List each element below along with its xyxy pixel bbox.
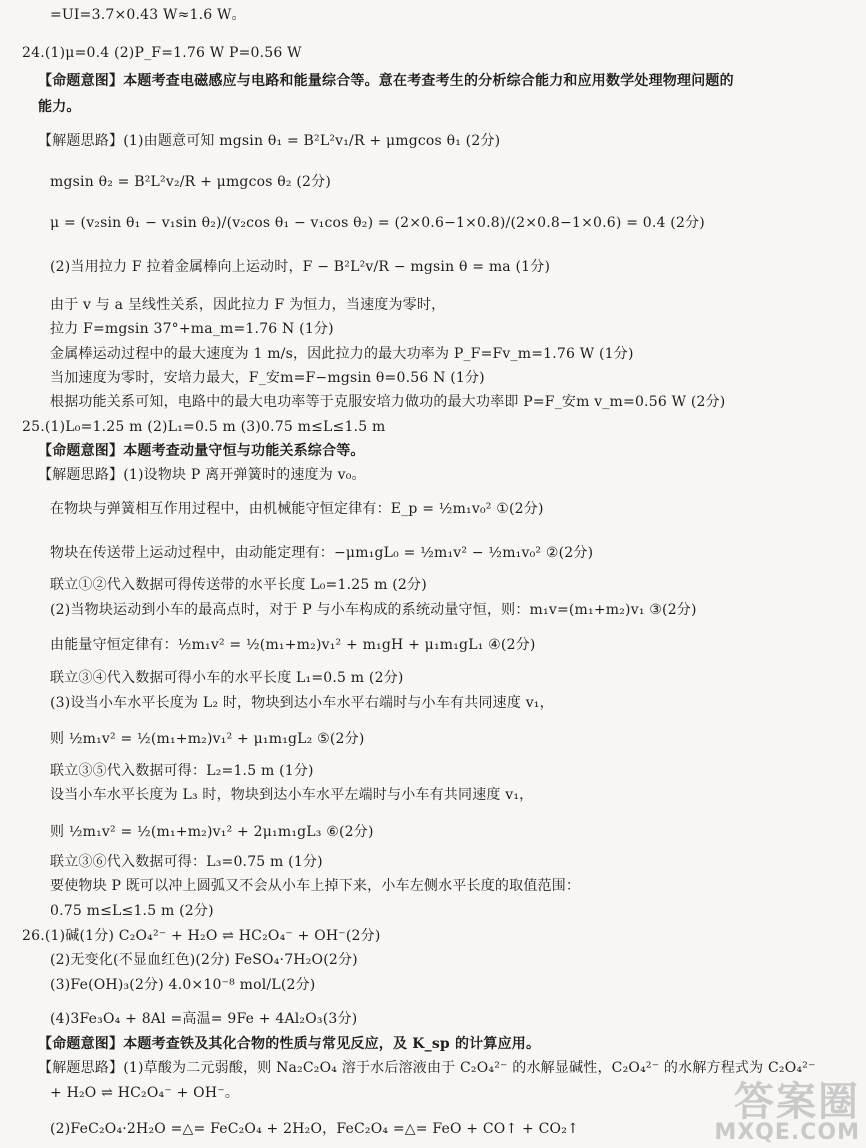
q26-answer-4: (4)3Fe₃O₄ + 8Al =高温= 9Fe + 4Al₂O₃(3分) xyxy=(50,1011,358,1027)
q25-solution-2: 在物块与弹簧相互作用过程中，由机械能守恒定律有：E_p = ½m₁v₀² ①(2分) xyxy=(50,501,544,517)
q25-solution-8: (3)设当小车水平长度为 L₂ 时，物块到达小车水平右端时与小车有共同速度 v₁， xyxy=(50,695,554,711)
q24-solution-5: 由于 v 与 a 呈线性关系，因此拉力 F 为恒力，当速度为零时， xyxy=(50,297,446,313)
q25-solution-4: 联立①②代入数据可得传送带的水平长度 L₀=1.25 m (2分) xyxy=(50,577,427,593)
text-line-1: =UI=3.7×0.43 W≈1.6 W。 xyxy=(50,7,246,23)
q24-solution-6: 拉力 F=mgsin 37°+ma_m=1.76 N (1分) xyxy=(50,321,334,337)
q24-solution-9: 根据功能关系可知，电路中的最大电功率等于克服安培力做功的最大功率即 P=F_安m v_m=0.56 W (2分) xyxy=(50,394,726,410)
q26-intent: 【命题意图】本题考查铁及其化合物的性质与常见反应，及 K_sp 的计算应用。 xyxy=(38,1036,541,1052)
q25-solution-6: 由能量守恒定律有：½m₁v² = ½(m₁+m₂)v₁² + m₁gH + μ₁m₁gL₁ ④(2分) xyxy=(50,637,536,653)
q26-answer-1: 26.(1)碱(1分) C₂O₄²⁻ + H₂O ⇌ HC₂O₄⁻ + OH⁻(2分) xyxy=(22,928,381,944)
q24-intent-cont: 能力。 xyxy=(38,99,81,115)
q24-solution-4: (2)当用拉力 F 拉着金属棒向上运动时，F − B²L²v/R − mgsin θ = ma (1分) xyxy=(50,259,551,275)
q24-solution-3: μ = (v₂sin θ₁ − v₁sin θ₂)/(v₂cos θ₁ − v₁cos θ₂) = (2×0.6−1×0.8)/(2×0.8−1×0.6) = 0.4 (2分) xyxy=(50,215,705,231)
q25-intent: 【命题意图】本题考查动量守恒与功能关系综合等。 xyxy=(38,443,365,459)
q24-solution-7: 金属棒运动过程中的最大速度为 1 m/s，因此拉力的最大功率为 P_F=Fv_m=1.76 W (1分) xyxy=(50,346,634,362)
q24-solution-2: mgsin θ₂ = B²L²v₂/R + μmgcos θ₂ (2分) xyxy=(50,174,332,190)
q26-solution-3: (2)FeC₂O₄·2H₂O =△= FeC₂O₄ + 2H₂O，FeC₂O₄ =△= FeO + CO↑ + CO₂↑ xyxy=(50,1121,579,1137)
q24-answer: 24.(1)μ=0.4 (2)P_F=1.76 W P=0.56 W xyxy=(22,45,302,61)
q24-intent: 【命题意图】本题考查电磁感应与电路和能量综合等。意在考查考生的分析综合能力和应用数学处理物理问题的 xyxy=(38,73,734,89)
site-watermark: 答案圈 MXQE.COM xyxy=(714,1079,860,1145)
q25-solution-14: 要使物块 P 既可以冲上圆弧又不会从小车上掉下来，小车左侧水平长度的取值范围： xyxy=(50,878,581,894)
q25-solution-10: 联立③⑤代入数据可得：L₂=1.5 m (1分) xyxy=(50,763,314,779)
q25-answer: 25.(1)L₀=1.25 m (2)L₁=0.5 m (3)0.75 m≤L≤1.5 m xyxy=(22,419,386,435)
q25-solution-5: (2)当物块运动到小车的最高点时，对于 P 与小车构成的系统动量守恒，则：m₁v=(m₁+m₂)v₁ ③(2分) xyxy=(50,602,697,618)
q24-solution-1: 【解题思路】(1)由题意可知 mgsin θ₁ = B²L²v₁/R + μmgcos θ₁ (2分) xyxy=(38,133,501,149)
q25-solution-1: 【解题思路】(1)设物块 P 离开弹簧时的速度为 v₀。 xyxy=(38,467,366,483)
q25-solution-9: 则 ½m₁v² = ½(m₁+m₂)v₁² + μ₁m₁gL₂ ⑤(2分) xyxy=(50,731,365,747)
q24-solution-8: 当加速度为零时，安培力最大，F_安m=F−mgsin θ=0.56 N (1分) xyxy=(50,370,485,386)
q26-solution-1: 【解题思路】(1)草酸为二元弱酸，则 Na₂C₂O₄ 溶于水后溶液由于 C₂O₄²⁻ 的水解显碱性，C₂O₄²⁻ 的水解方程式为 C₂O₄²⁻ xyxy=(38,1060,816,1076)
q26-answer-2: (2)无变化(不显血红色)(2分) FeSO₄·7H₂O(2分) xyxy=(50,952,358,968)
q26-solution-2: + H₂O ⇌ HC₂O₄⁻ + OH⁻。 xyxy=(50,1085,240,1101)
q25-solution-3: 物块在传送带上运动过程中，由动能定理有：−μm₁gL₀ = ½m₁v² − ½m₁v₀² ②(2分) xyxy=(50,545,594,561)
q25-solution-12: 则 ½m₁v² = ½(m₁+m₂)v₁² + 2μ₁m₁gL₃ ⑥(2分) xyxy=(50,824,374,840)
q26-answer-3: (3)Fe(OH)₃(2分) 4.0×10⁻⁸ mol/L(2分) xyxy=(50,977,316,993)
q25-solution-7: 联立③④代入数据可得小车的水平长度 L₁=0.5 m (2分) xyxy=(50,670,404,686)
q25-solution-15: 0.75 m≤L≤1.5 m (2分) xyxy=(50,903,214,919)
q25-solution-11: 设当小车水平长度为 L₃ 时，物块到达小车水平左端时与小车有共同速度 v₁， xyxy=(50,787,534,803)
q25-solution-13: 联立③⑥代入数据可得：L₃=0.75 m (1分) xyxy=(50,854,323,870)
